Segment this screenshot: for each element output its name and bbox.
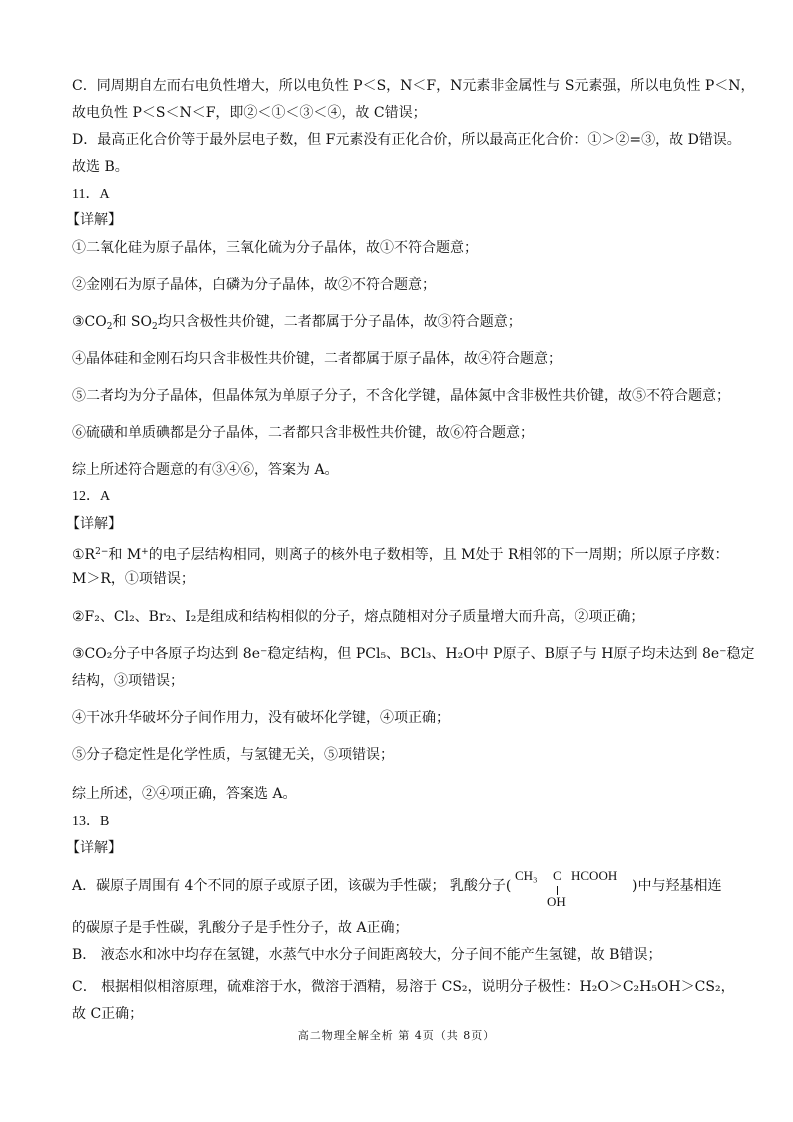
q13-a-line-2: 的碳原子是手性碳，乳酸分子是手性分子，故 A正确； [72, 920, 409, 936]
q13-c-line-1: C． 根据相似相溶原理，硫难溶于水，微溶于酒精，易溶于 CS₂，说明分子极性：H₂O＞C₂H₅OH＞CS₂， [72, 979, 735, 995]
q12-item-2: ②F₂、Cl₂、Br₂、I₂是组成和结构相似的分子，熔点随相对分子质量增大而升高，②项正确； [72, 609, 645, 625]
formula-oh: OH [547, 894, 566, 909]
q13-a-line-1: A．碳原子周围有 4个不同的原子或原子团，该碳为手性碳； 乳酸分子( [72, 878, 512, 894]
q11-item-5: ⑤二者均为分子晶体，但晶体氖为单原子分子，不含化学键，晶体氮中含非极性共价键，故⑤不符合题意； [72, 388, 730, 404]
q12-item-5: ⑤分子稳定性是化学性质，与氢键无关，⑤项错误； [72, 747, 394, 763]
question-11-detail-label: 【详解】 [66, 212, 122, 228]
formula-ch3: CH₃ [515, 868, 538, 883]
q12-item-3-cont: 结构，③项错误； [72, 673, 184, 689]
q12-item-1-cont: M＞R，①项错误； [72, 571, 195, 587]
q11-item-6: ⑥硫磺和单质碘都是分子晶体，二者都只含非极性共价键，故⑥符合题意； [72, 425, 534, 441]
question-11-heading: 11．A [72, 187, 110, 202]
question-13-heading: 13．B [72, 814, 110, 829]
d-line-1: D．最高正化合价等于最外层电子数，但 F元素没有正化合价，所以最高正化合价：①＞②=③，故 D错误。 [72, 132, 741, 148]
q12-item-1: $①R^{2-}$和 M+的电子层结构相同，则离子的核外电子数相等，且 M处于 R相邻的下一周期；所以原子序数： [72, 547, 729, 563]
question-12-detail-label: 【详解】 [66, 516, 122, 532]
question-12-heading: 12．A [72, 489, 111, 504]
q11-item-4: ④晶体硅和金刚石均只含非极性共价键，二者都属于原子晶体，故④符合题意； [72, 351, 562, 367]
q13-c-line-2: 故 C正确； [72, 1006, 144, 1022]
c-line-2: 故电负性 P＜S＜N＜F，即②＜①＜③＜④，故 C错误； [72, 105, 427, 121]
q12-item-4: ④干冰升华破坏分子间作用力，没有破坏化学键，④项正确； [72, 710, 450, 726]
c-line-1: C．同周期自左而右电负性增大，所以电负性 P＜S，N＜F，N元素非金属性与 S元素强，所以电负性 P＜N， [72, 78, 755, 94]
page-footer: 高二物理全解全析 第 4页（共 8页） [297, 1029, 496, 1042]
formula-c: C [553, 868, 562, 883]
q12-summary: 综上所述，②④项正确，答案选 A。 [72, 786, 297, 802]
q12-item-3: ③CO₂分子中各原子均达到 8e⁻稳定结构，但 PCl₅、BCl₃、H₂O中 P原子、B原子与 H原子均未达到 8e⁻稳定 [72, 646, 755, 662]
select-b: 故选 B。 [72, 159, 129, 175]
q13-a-line-1-end: )中与羟基相连 [632, 878, 722, 894]
q11-item-2: ②金刚石为原子晶体，白磷为分子晶体，故②不符合题意； [72, 277, 436, 293]
formula-cooh: HCOOH [571, 868, 618, 883]
lactic-acid-formula [505, 866, 635, 910]
question-13-detail-label: 【详解】 [66, 840, 122, 856]
q11-item-1: ①二氧化硅为原子晶体，三氧化硫为分子晶体，故①不符合题意； [72, 240, 478, 256]
q13-b: B． 液态水和冰中均存在氢键，水蒸气中水分子间距离较大，分子间不能产生氢键，故 B错误； [72, 947, 662, 963]
q11-summary: 综上所述符合题意的有③④⑥，答案为 A。 [72, 462, 339, 478]
q11-item-3: $③CO_2$和 $SO_2$均只含极性共价键，二者都属于分子晶体，故③符合题意； [72, 314, 522, 332]
